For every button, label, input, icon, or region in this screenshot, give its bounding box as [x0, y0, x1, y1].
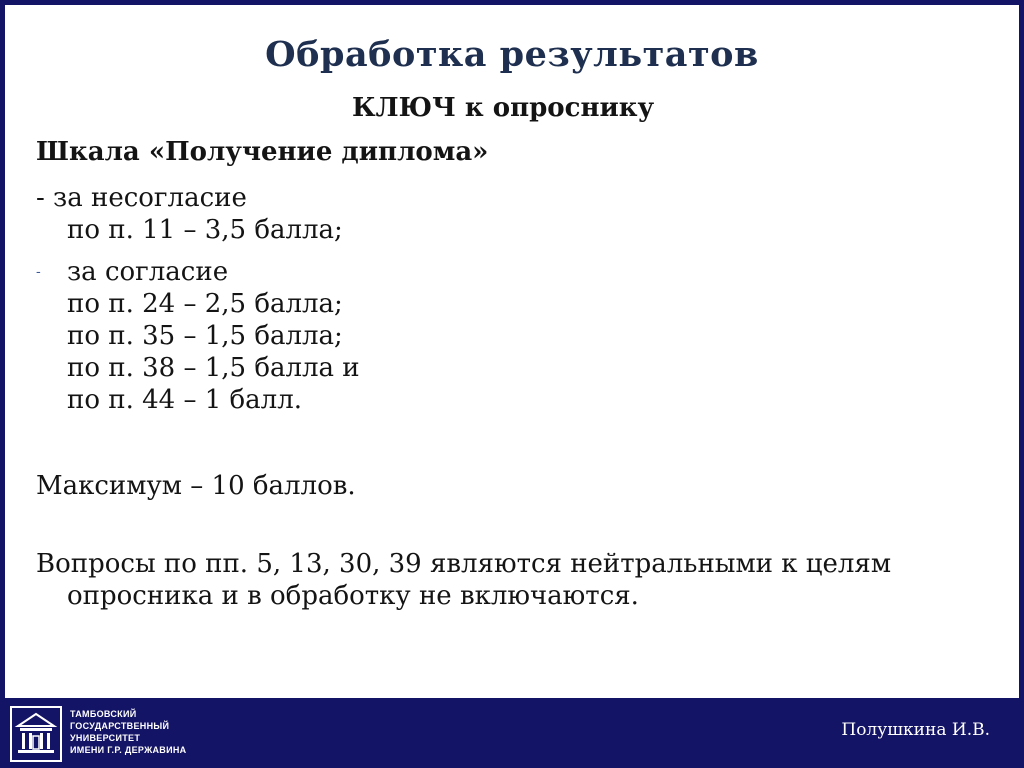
bullet-dash-icon: -: [36, 264, 41, 280]
footer-bar: [0, 698, 1024, 768]
university-name-line: ТАМБОВСКИЙ: [70, 709, 137, 719]
slide-subtitle: КЛЮЧ к опроснику: [352, 93, 655, 123]
university-logo-icon: [10, 706, 62, 762]
university-name-line: УНИВЕРСИТЕТ: [70, 733, 141, 743]
note-line-1: Вопросы по пп. 5, 13, 30, 39 являются нейтральными к целям: [36, 549, 892, 579]
slide-body: [36, 136, 996, 612]
disagree-item: по п. 11 – 3,5 балла;: [67, 215, 343, 245]
agree-item: по п. 24 – 2,5 балла;: [67, 289, 343, 319]
agree-item: по п. 38 – 1,5 балла и: [67, 353, 360, 383]
slide-title: Обработка результатов: [265, 34, 759, 75]
agree-item: по п. 44 – 1 балл.: [67, 385, 302, 415]
university-building-icon: [12, 708, 60, 760]
university-name: [70, 708, 186, 756]
scale-heading: Шкала «Получение диплома»: [36, 137, 489, 167]
agree-block: [36, 256, 996, 416]
university-name-line: ГОСУДАРСТВЕННЫЙ: [70, 721, 170, 731]
author-name: Полушкина И.В.: [841, 720, 990, 740]
agree-item: по п. 35 – 1,5 балла;: [67, 321, 343, 351]
maximum-score: Максимум – 10 баллов.: [36, 471, 356, 501]
disagree-label: - за несогласие: [36, 183, 247, 213]
agree-label: за согласие: [67, 257, 229, 287]
note-line-2: опросника и в обработку не включаются.: [67, 581, 639, 611]
university-name-line: ИМЕНИ Г.Р. ДЕРЖАВИНА: [70, 745, 187, 755]
